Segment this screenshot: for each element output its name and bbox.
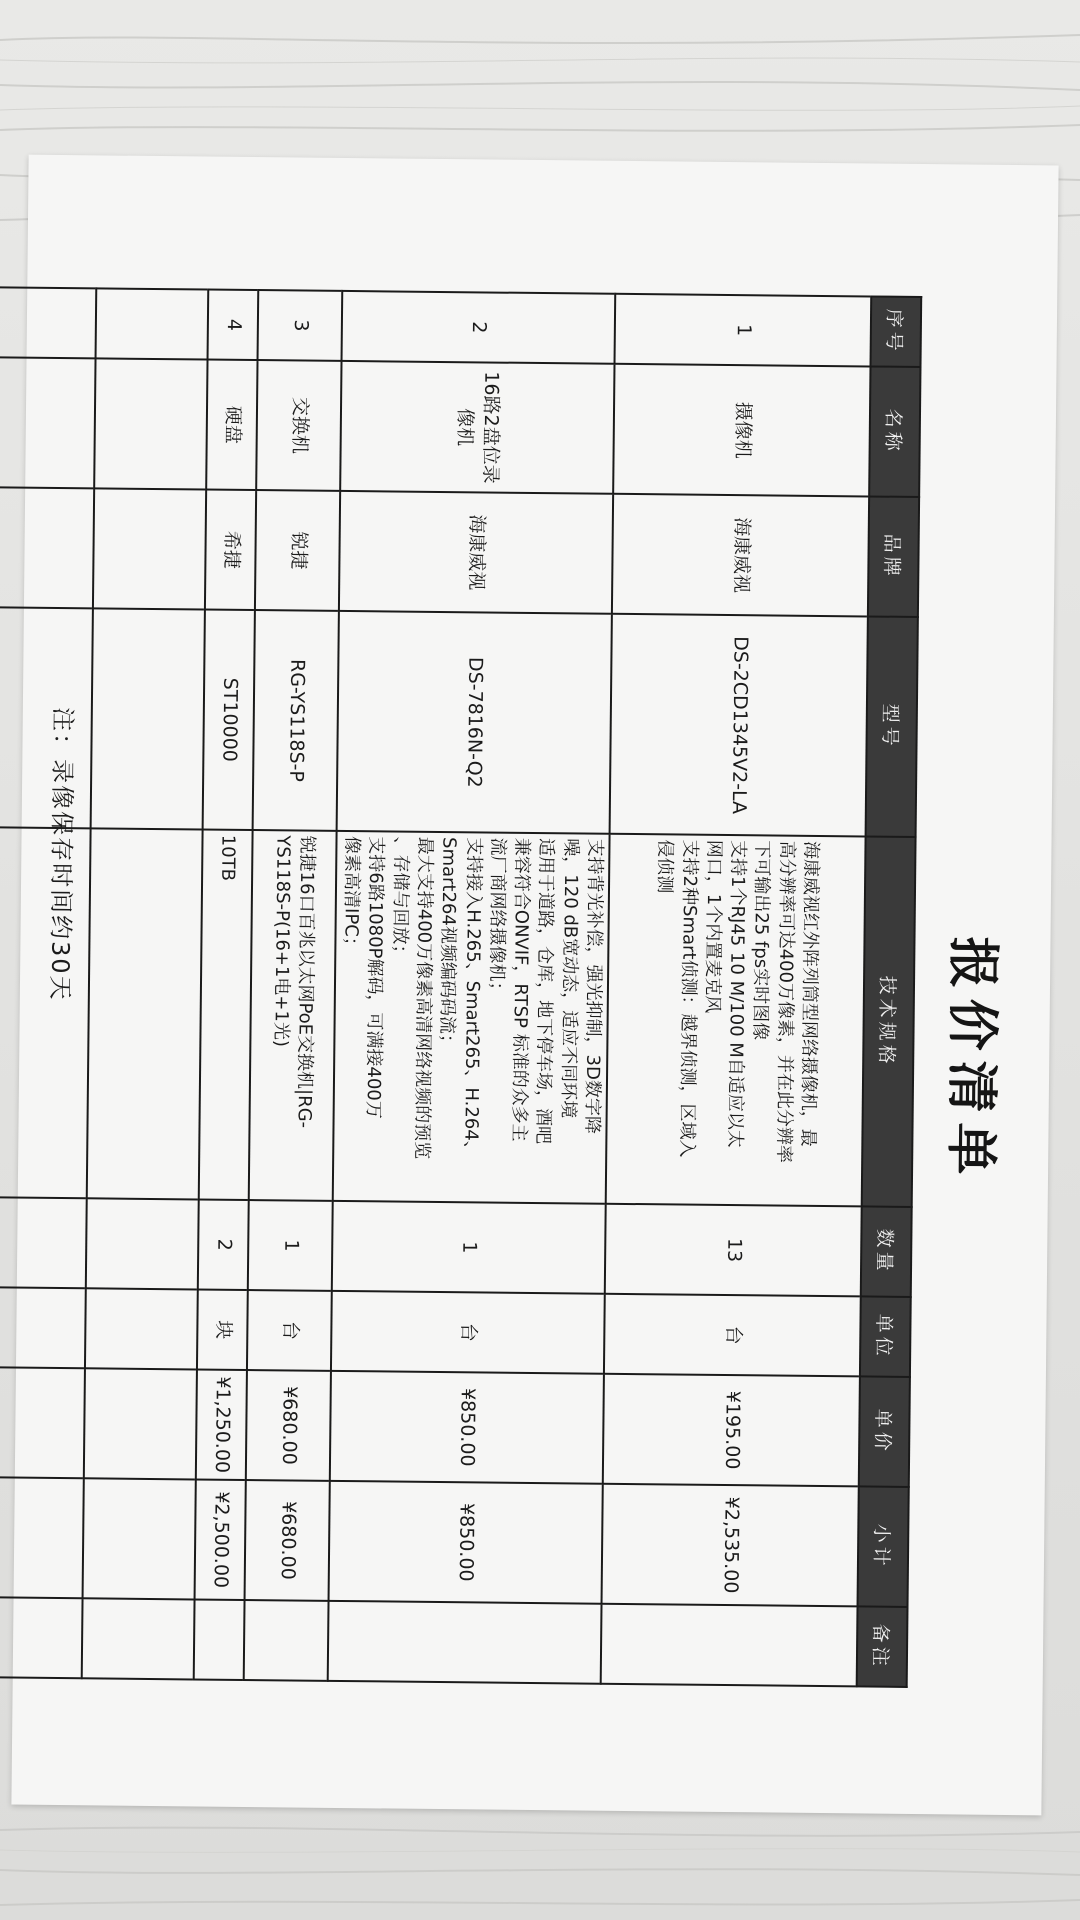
quotation-paper [11, 155, 1058, 1816]
row-no: 4 [207, 290, 258, 361]
row-qty: 13 [605, 1204, 862, 1297]
spec-line: 噪，120 dB宽动态，适应不同环境 [557, 838, 582, 1119]
row-price: ¥1,250.00 [196, 1369, 247, 1480]
row-remark [243, 1600, 328, 1681]
row-qty: 1 [332, 1201, 606, 1294]
row-price: ¥680.00 [246, 1370, 331, 1481]
row-unit [0, 1287, 86, 1368]
row-qty [86, 1198, 199, 1289]
row-no [0, 287, 96, 358]
row-model: ST10000 [202, 610, 254, 831]
spec-line: 支持6路1080P解码，可满接400万 [362, 836, 387, 1119]
row-brand: 海康威视 [339, 491, 614, 614]
table-row [243, 290, 342, 1681]
row-name: 交换机 [256, 360, 341, 491]
spec-line: 锐捷16口百兆以太网PoE交换机|RG- [293, 835, 318, 1129]
spec-line: Smart264视频编码码流； [436, 836, 460, 1053]
footnote: 注：录像保存时间约30天 [45, 706, 77, 1002]
spec-line: 10TB [216, 834, 239, 882]
row-model [90, 608, 204, 829]
row-price: ¥195.00 [603, 1374, 860, 1487]
row-no: 1 [615, 294, 872, 367]
spec-line: 支持2种Smart侦测：越界侦测，区域入 [675, 839, 701, 1158]
header-qty: 数量 [861, 1206, 912, 1297]
header-no: 序号 [870, 296, 921, 367]
row-remark [327, 1601, 601, 1684]
row-price: ¥850.00 [330, 1371, 604, 1484]
spec-line: 侵侦测 [654, 839, 676, 894]
row-qty [0, 1197, 86, 1288]
spec-line: 支持接入H.265、Smart265、H.264、 [459, 837, 485, 1159]
table-row [601, 294, 872, 1687]
row-subtotal: ¥2,500.00 [194, 1479, 245, 1600]
header-remark: 备注 [857, 1606, 908, 1687]
spec-line: 网口，1个内置麦克风 [701, 839, 725, 1014]
row-no [95, 288, 208, 359]
header-unit: 单位 [860, 1296, 911, 1377]
row-name [0, 357, 95, 488]
row-subtotal [0, 1477, 84, 1598]
spec-line: 像素高清IPC； [340, 835, 363, 955]
row-brand: 海康威视 [612, 494, 869, 617]
row-remark [0, 1597, 82, 1678]
header-model: 型号 [866, 616, 918, 837]
spec-line: 高分辨率可达400万像素，并在此分辨率 [772, 840, 798, 1164]
spec-line: 海康威视红外阵列筒型网络摄像机，最 [797, 840, 822, 1147]
spec-line: YS118S-P(16+1电+1光) [270, 835, 294, 1048]
row-price [84, 1368, 197, 1479]
row-unit: 台 [247, 1290, 332, 1371]
row-remark [81, 1598, 194, 1679]
row-subtotal: ¥680.00 [244, 1480, 329, 1601]
row-no: 3 [257, 290, 342, 361]
row-brand: 希捷 [205, 490, 256, 611]
header-brand: 品牌 [868, 496, 919, 617]
table-row [327, 291, 615, 1684]
row-unit [85, 1288, 198, 1369]
row-name: 硬盘 [206, 360, 257, 491]
row-brand [0, 487, 94, 608]
row-brand [93, 488, 206, 609]
row-subtotal: ¥850.00 [328, 1481, 603, 1604]
spec-line: 、存储与回放； [388, 836, 412, 963]
row-subtotal [82, 1478, 195, 1599]
spec-line: 流厂商网络摄像机； [485, 837, 509, 1000]
quotation-table [0, 284, 922, 1688]
header-subtotal: 小计 [858, 1486, 909, 1607]
empty-row [81, 288, 208, 1679]
row-name [94, 358, 207, 489]
row-name: 摄像机 [613, 364, 870, 497]
row-model: RG-YS118S-P [252, 610, 338, 831]
row-spec [248, 830, 336, 1201]
row-subtotal: ¥2,535.00 [602, 1484, 859, 1607]
header-name: 名称 [869, 366, 920, 497]
row-spec [198, 830, 252, 1201]
row-name: 16路2盘位录像机 [340, 361, 615, 494]
row-brand: 锐捷 [255, 490, 340, 611]
row-remark [193, 1599, 244, 1680]
row-price [0, 1367, 85, 1478]
row-qty: 1 [248, 1200, 333, 1291]
row-qty: 2 [198, 1199, 249, 1290]
row-spec [86, 828, 202, 1199]
row-spec [606, 834, 866, 1207]
document-title: 报价清单 [939, 936, 1003, 1185]
row-unit: 台 [331, 1291, 605, 1374]
row-unit: 块 [197, 1289, 248, 1370]
spec-line: 兼容符合ONVIF，RTSP 标准的众多主 [508, 837, 533, 1142]
spec-line: 下可输出25 fps实时图像 [749, 840, 773, 1041]
row-spec [332, 831, 609, 1204]
row-unit: 台 [604, 1294, 861, 1377]
row-model: DS-2CD1345V2-LA [610, 614, 868, 837]
row-remark [601, 1604, 858, 1687]
header-spec: 技术规格 [862, 836, 916, 1207]
spec-line: 支持背光补偿，强光抑制，3D数字降 [581, 838, 606, 1135]
spec-line: 适用于道路，仓库，地下停车场，酒吧 [532, 838, 557, 1145]
spec-line: 最大支持400万像素高清网络视频的预览 [411, 836, 436, 1160]
spec-line: 支持1个RJ45 10 M/100 M自适应以太 [724, 840, 749, 1148]
rotated-document [17, 167, 1034, 1787]
header-price: 单价 [859, 1376, 910, 1487]
row-no: 2 [341, 291, 615, 364]
row-model: DS-7816N-Q2 [336, 611, 612, 834]
